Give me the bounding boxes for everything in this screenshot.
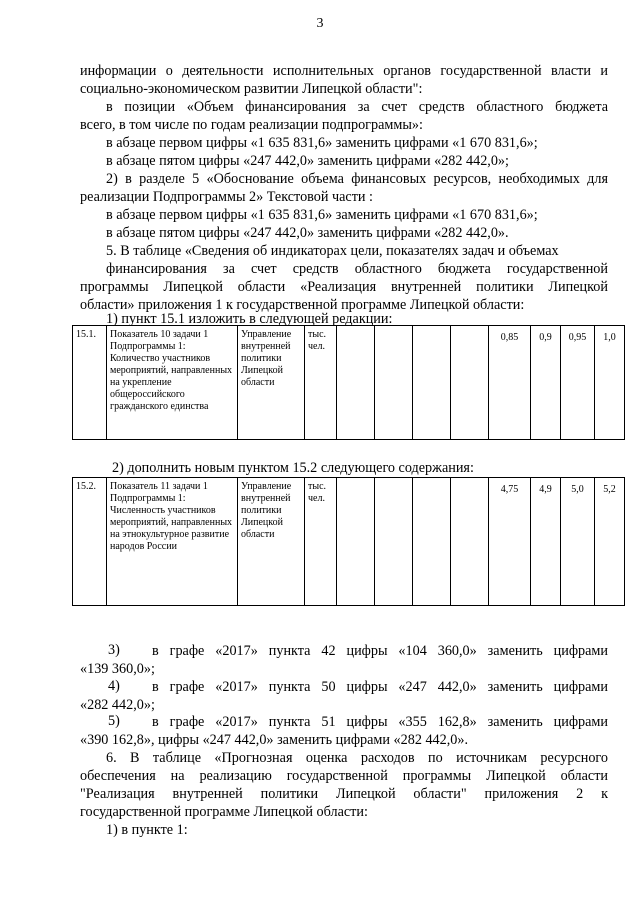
empty-cell [413, 326, 451, 440]
empty-cell [451, 478, 489, 606]
paragraph-line: 2) дополнить новым пунктом 15.2 следующего содержания: [112, 460, 474, 476]
unit: тыс. чел. [305, 326, 337, 440]
paragraph-line: всего, в том числе по годам реализации подпрограммы»: [80, 117, 423, 133]
paragraph-line: 2) в разделе 5 «Обоснование объема финансовых ресурсов, необходимых для [106, 171, 608, 187]
value-cell: 5,0 [561, 478, 595, 606]
indicator-description: Показатель 11 задачи 1 Подпрограммы 1: Численность участников мероприятий, направленных на этнокультурное развитие народов России [107, 478, 238, 606]
unit: тыс. чел. [305, 478, 337, 606]
paragraph-line: в абзаце пятом цифры «247 442,0» заменить цифрами «282 442,0»; [106, 153, 509, 169]
paragraph-line: «282 442,0»; [80, 697, 155, 713]
indicator-table-15-2 [72, 477, 625, 606]
empty-cell [413, 478, 451, 606]
page-number: 3 [316, 16, 324, 31]
paragraph-line: 6. В таблице «Прогнозная оценка расходов по источникам ресурсного [106, 750, 608, 766]
paragraph-line: финансирования за счет средств областного бюджета государственной [106, 261, 608, 277]
paragraph-line: 1) в пункте 1: [106, 822, 188, 838]
paragraph-line: «139 360,0»; [80, 661, 155, 677]
value-cell: 5,2 [595, 478, 625, 606]
paragraph-line: информации о деятельности исполнительных органов государственной власти и [80, 63, 608, 79]
empty-cell [337, 478, 375, 606]
paragraph-line: в абзаце пятом цифры «247 442,0» заменить цифрами «282 442,0». [106, 225, 509, 241]
paragraph-line: области» приложения 1 к государственной программе Липецкой области: [80, 297, 525, 313]
paragraph-line: «390 162,8», цифры «247 442,0» заменить цифрами «282 442,0». [80, 732, 469, 748]
paragraph-line: "Реализация внутренней политики Липецкой области" приложения 2 к [80, 786, 608, 802]
table-row [73, 478, 625, 606]
paragraph-line: в графе «2017» пункта 51 цифры «355 162,8» заменить цифрами [152, 714, 608, 730]
paragraph-line: 5. В таблице «Сведения об индикаторах цели, показателях задач и объемах [106, 243, 559, 259]
paragraph-line: реализации Подпрограммы 2» Текстовой части : [80, 189, 374, 205]
empty-cell [375, 326, 413, 440]
value-cell: 4,9 [531, 478, 561, 606]
responsible-org: Управление внутренней политики Липецкой области [238, 326, 305, 440]
indicator-table-15-1 [72, 325, 625, 440]
paragraph-line: в абзаце первом цифры «1 635 831,6» заменить цифрами «1 670 831,6»; [106, 207, 538, 223]
item-number: 3) [108, 642, 120, 658]
paragraph-line: программы Липецкой области «Реализация внутренней политики Липецкой [80, 279, 608, 295]
paragraph-line: государственной программе Липецкой области: [80, 804, 368, 820]
empty-cell [375, 478, 413, 606]
responsible-org: Управление внутренней политики Липецкой области [238, 478, 305, 606]
paragraph-line: в графе «2017» пункта 42 цифры «104 360,0» заменить цифрами [152, 643, 608, 659]
value-cell: 1,0 [595, 326, 625, 440]
indicator-description: Показатель 10 задачи 1 Подпрограммы 1: Количество участников мероприятий, направленных на укрепление общероссийского гражданского единства [107, 326, 238, 440]
paragraph-line: в позиции «Объем финансирования за счет средств областного бюджета [106, 99, 608, 115]
item-number: 4) [108, 678, 120, 694]
value-cell: 0,95 [561, 326, 595, 440]
paragraph-line: обеспечения на реализацию государственной программы Липецкой области [80, 768, 608, 784]
empty-cell [337, 326, 375, 440]
table-row [73, 326, 625, 440]
paragraph-line: 1) пункт 15.1 изложить в следующей редакции: [106, 311, 393, 327]
item-number: 5) [108, 713, 120, 729]
paragraph-line: социально-экономическом развитии Липецкой области": [80, 81, 423, 97]
value-cell: 0,85 [489, 326, 531, 440]
paragraph-line: в абзаце первом цифры «1 635 831,6» заменить цифрами «1 670 831,6»; [106, 135, 538, 151]
row-number: 15.1. [73, 326, 107, 440]
value-cell: 0,9 [531, 326, 561, 440]
row-number: 15.2. [73, 478, 107, 606]
paragraph-line: в графе «2017» пункта 50 цифры «247 442,0» заменить цифрами [152, 679, 608, 695]
empty-cell [451, 326, 489, 440]
value-cell: 4,75 [489, 478, 531, 606]
